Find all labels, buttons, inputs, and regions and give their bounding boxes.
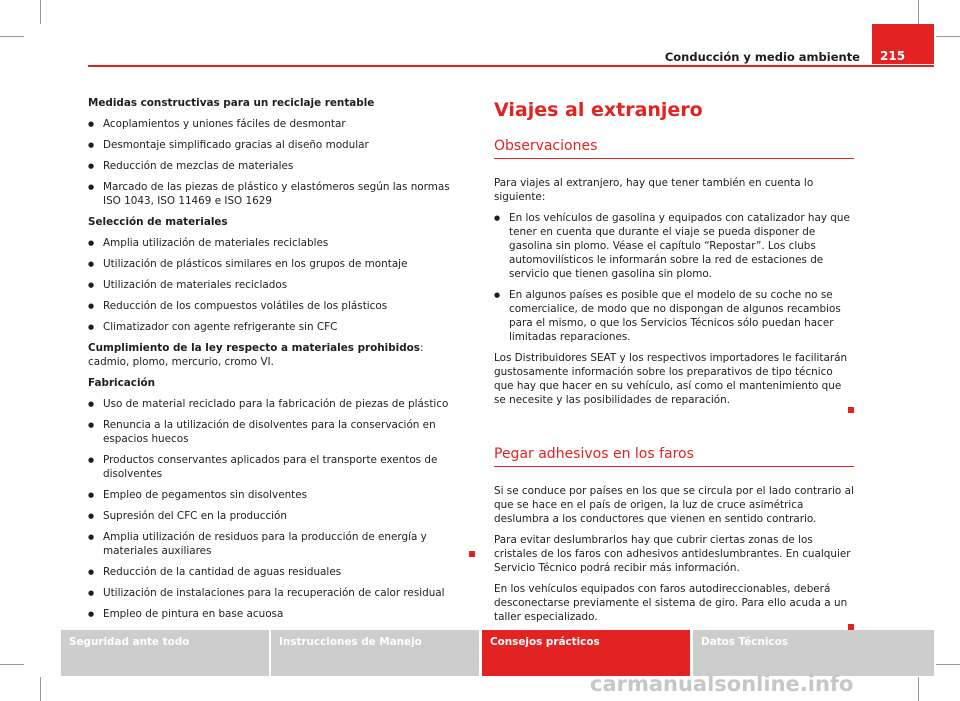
watermark: carmanualsonline.info (590, 672, 854, 696)
list-item (88, 565, 468, 579)
bullet-list (88, 397, 468, 621)
section-title: Pegar adhesivos en los faros (494, 445, 854, 467)
crop-mark (918, 0, 919, 24)
list-item-text: Renuncia a la utilización de disolventes para la conservación en espacios huecos (103, 419, 436, 445)
list-item (494, 211, 854, 281)
header-rule (88, 65, 934, 67)
list-item (88, 418, 468, 446)
compliance-label: Cumplimiento de la ley respecto a materiales prohibidos (88, 342, 420, 354)
bullet-icon: ● (88, 610, 95, 618)
section-end-mark (848, 407, 854, 413)
paragraph: Para evitar deslumbrarlos hay que cubrir ciertas zonas de los cristales de los faros con adhesivos antideslumbrantes. En cualquier Servicio Técnico podrá recibir más información. (494, 534, 851, 574)
list-item-text: Amplia utilización de residuos para la producción de energía y materiales auxiliares (103, 531, 427, 557)
bullet-icon: ● (88, 589, 95, 597)
crop-mark (0, 664, 24, 665)
list-item (88, 607, 468, 621)
list-item-text: Climatizador con agente refrigerante sin CFC (103, 321, 338, 333)
section-title: Observaciones (494, 137, 854, 159)
bullet-icon: ● (494, 291, 501, 299)
subheading: Fabricación (88, 377, 156, 389)
bullet-icon: ● (88, 491, 95, 499)
footer-tab-consejos[interactable]: Consejos prácticos (482, 630, 690, 676)
list-item-text: Supresión del CFC en la producción (103, 510, 287, 522)
list-item-text: Productos conservantes aplicados para el transporte exentos de disolventes (103, 454, 438, 480)
bullet-list (88, 236, 468, 334)
bullet-icon: ● (494, 214, 501, 222)
list-item (88, 299, 468, 313)
list-item-text: Empleo de pegamentos sin disolventes (103, 489, 308, 501)
compliance-paragraph (88, 341, 468, 369)
list-item-text: Utilización de instalaciones para la recuperación de calor residual (103, 587, 445, 599)
list-item (88, 488, 468, 502)
list-item-text: Utilización de plásticos similares en los grupos de montaje (103, 258, 408, 270)
footer-tab-datos[interactable]: Datos Técnicos (693, 630, 934, 676)
bullet-icon: ● (88, 239, 95, 247)
bullet-icon: ● (88, 323, 95, 331)
list-item (88, 257, 468, 271)
list-item-text: Reducción de la cantidad de aguas residuales (103, 566, 342, 578)
bullet-icon: ● (88, 400, 95, 408)
footer-tab-seguridad[interactable]: Seguridad ante todo (61, 630, 269, 676)
list-item-text: Utilización de materiales reciclados (103, 279, 288, 291)
section-end-mark (469, 551, 475, 557)
bullet-icon: ● (88, 162, 95, 170)
list-item-text: Marcado de las piezas de plástico y elastómeros según las normas ISO 1043, ISO 11469 e ISO 1629 (103, 181, 450, 207)
list-item (88, 180, 468, 208)
list-item (88, 509, 468, 523)
paragraph: Si se conduce por países en los que se circula por el lado contrario al que se hace en el país de origen, la luz de cruce asimétrica deslumbra a los conductores que vienen en sentido contrario. (494, 485, 854, 525)
compliance-text: : cadmio, plomo, mercurio, cromo VI. (88, 342, 424, 368)
bullet-icon: ● (88, 533, 95, 541)
footer-tab-instrucciones[interactable]: Instrucciones de Manejo (271, 630, 479, 676)
list-item-text: Desmontaje simplificado gracias al diseño modular (103, 139, 369, 151)
list-item (88, 453, 468, 481)
chapter-title: Viajes al extranjero (494, 99, 703, 121)
running-header: Conducción y medio ambiente (664, 50, 860, 64)
crop-mark (40, 0, 41, 24)
list-item (88, 236, 468, 250)
page-number: 215 (872, 24, 934, 64)
list-item (88, 159, 468, 173)
right-column (494, 96, 854, 631)
bullet-icon: ● (88, 568, 95, 576)
list-item-text: En los vehículos de gasolina y equipados con catalizador hay que tener en cuenta que durante el viaje se pueda disponer de gasolina sin plomo. Véase el capítulo “Repostar”. Los clubs automovilísticos le informarán sobre la red de estaciones de servicio que tienen gasolina sin plomo. (509, 212, 850, 280)
list-item-text: Acoplamientos y uniones fáciles de desmontar (103, 118, 346, 130)
bullet-list (88, 117, 468, 208)
bullet-icon: ● (88, 512, 95, 520)
paragraph: Los Distribuidores SEAT y los respectivos importadores le facilitarán gustosamente información sobre los preparativos de tipo técnico que hay que hacer en su vehículo, así como el mantenimiento que se necesite y las posibilidades de reparación. (494, 352, 848, 406)
list-item (88, 397, 468, 411)
paragraph: Para viajes al extranjero, hay que tener también en cuenta lo siguiente: (494, 177, 814, 203)
crop-mark (918, 677, 919, 701)
list-item-text: Reducción de los compuestos volátiles de los plásticos (103, 300, 388, 312)
crop-mark (936, 664, 960, 665)
bullet-list (494, 211, 854, 344)
bullet-icon: ● (88, 281, 95, 289)
crop-mark (936, 36, 960, 37)
list-item (88, 320, 468, 334)
list-item (88, 530, 468, 558)
list-item (88, 278, 468, 292)
list-item-text: Amplia utilización de materiales reciclables (103, 237, 329, 249)
list-item-text: En algunos países es posible que el modelo de su coche no se comercialice, de modo que no dispongan de algunos recambios para el mismo, o que los Servicios Técnicos sólo puedan hacer limitadas reparaciones. (509, 289, 841, 343)
crop-mark (0, 36, 24, 37)
left-column (88, 96, 468, 628)
list-item (88, 138, 468, 152)
bullet-icon: ● (88, 456, 95, 464)
subheading: Selección de materiales (88, 216, 228, 228)
list-item (88, 117, 468, 131)
bullet-icon: ● (88, 141, 95, 149)
bullet-icon: ● (88, 302, 95, 310)
list-item-text: Empleo de pintura en base acuosa (103, 608, 284, 620)
list-item-text: Reducción de mezclas de materiales (103, 160, 294, 172)
paragraph: En los vehículos equipados con faros autodireccionables, deberá desconectarse previamente el sistema de giro. Para ello acuda a un taller especializado. (494, 583, 848, 623)
bullet-icon: ● (88, 421, 95, 429)
list-item-text: Uso de material reciclado para la fabricación de piezas de plástico (103, 398, 449, 410)
list-item (494, 288, 854, 344)
subheading: Medidas constructivas para un reciclaje rentable (88, 97, 375, 109)
bullet-icon: ● (88, 183, 95, 191)
bullet-icon: ● (88, 120, 95, 128)
list-item (88, 586, 468, 600)
crop-mark (40, 677, 41, 701)
bullet-icon: ● (88, 260, 95, 268)
